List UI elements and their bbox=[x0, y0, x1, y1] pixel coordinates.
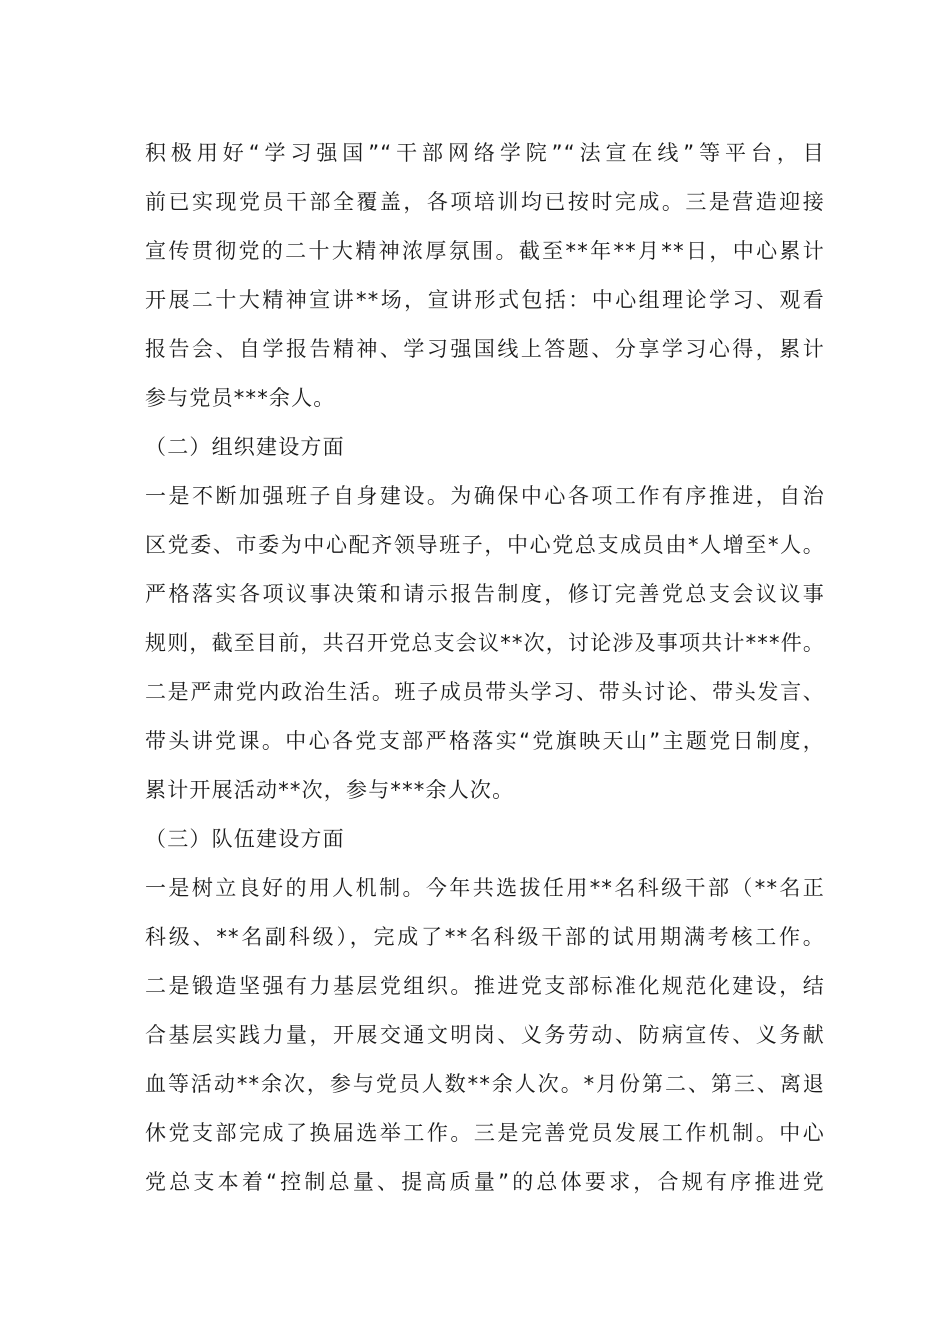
text-line: 二是锻造坚强有力基层党组织。推进党支部标准化规范化建设，结 bbox=[145, 974, 825, 998]
text-line: 科级、**名副科级），完成了**名科级干部的试用期满考核工作。 bbox=[145, 925, 825, 949]
document-body bbox=[145, 129, 825, 1207]
text-line: 二是严肃党内政治生活。班子成员带头学习、带头讨论、带头发言、 bbox=[145, 680, 825, 704]
text-line: 积极用好“学习强国”“干部网络学院”“法宣在线”等平台，目 bbox=[145, 141, 825, 165]
text-line: 累计开展活动**次，参与***余人次。 bbox=[145, 778, 515, 802]
text-line: 区党委、市委为中心配齐领导班子，中心党总支成员由*人增至*人。 bbox=[145, 533, 825, 557]
text-line: 前已实现党员干部全覆盖，各项培训均已按时完成。三是营造迎接 bbox=[145, 190, 825, 214]
section-heading: （二）组织建设方面 bbox=[145, 435, 345, 459]
text-line: 一是树立良好的用人机制。今年共选拔任用**名科级干部（**名正 bbox=[145, 876, 825, 900]
text-line: 参与党员***余人。 bbox=[145, 386, 336, 410]
text-line: 宣传贯彻党的二十大精神浓厚氛围。截至**年**月**日，中心累计 bbox=[145, 239, 825, 263]
text-line: 开展二十大精神宣讲**场，宣讲形式包括：中心组理论学习、观看 bbox=[145, 288, 825, 312]
text-line: 规则，截至目前，共召开党总支会议**次，讨论涉及事项共计***件。 bbox=[145, 631, 826, 655]
text-line: 带头讲党课。中心各党支部严格落实“党旗映天山”主题党日制度， bbox=[145, 729, 825, 753]
section-heading: （三）队伍建设方面 bbox=[145, 827, 345, 851]
text-line: 合基层实践力量，开展交通文明岗、义务劳动、防病宣传、义务献 bbox=[145, 1023, 825, 1047]
text-line: 一是不断加强班子自身建设。为确保中心各项工作有序推进，自治 bbox=[145, 484, 825, 508]
text-line: 党总支本着“控制总量、提高质量”的总体要求，合规有序推进党 bbox=[145, 1170, 825, 1194]
text-line: 血等活动**余次，参与党员人数**余人次。*月份第二、第三、离退 bbox=[145, 1072, 825, 1096]
text-line: 休党支部完成了换届选举工作。三是完善党员发展工作机制。中心 bbox=[145, 1121, 825, 1145]
text-line: 报告会、自学报告精神、学习强国线上答题、分享学习心得，累计 bbox=[145, 337, 825, 361]
text-line: 严格落实各项议事决策和请示报告制度，修订完善党总支会议议事 bbox=[145, 582, 825, 606]
